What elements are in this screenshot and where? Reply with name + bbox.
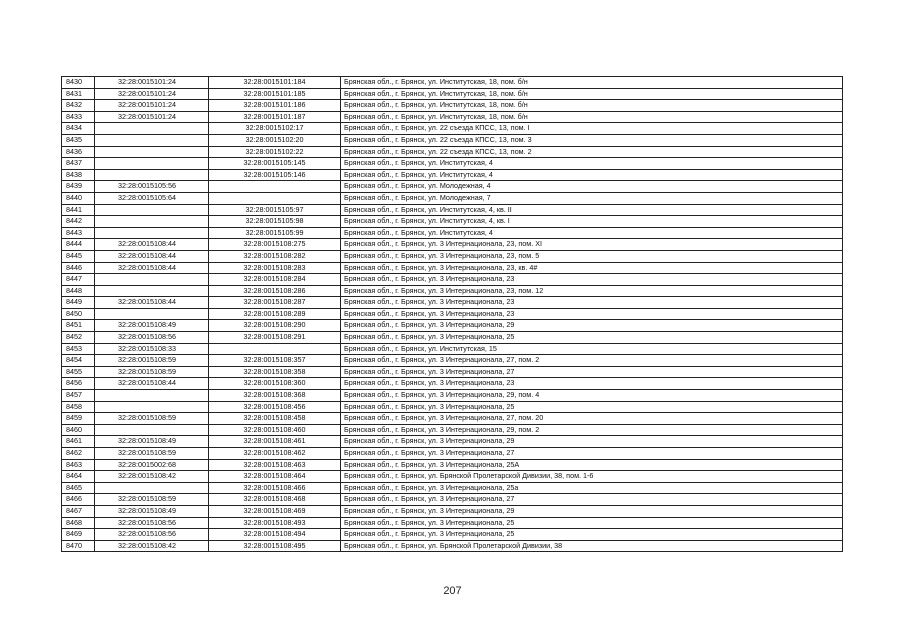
parcel-number-cell [95,146,209,158]
address-cell: Брянская обл., г. Брянск, ул. 3 Интернационала, 23 [341,297,843,309]
object-number-cell: 32:28:0015108:469 [209,505,341,517]
object-number-cell: 32:28:0015108:275 [209,239,341,251]
row-number-cell: 8452 [62,332,95,344]
table-row [62,111,843,123]
property-table-body [62,77,843,552]
address-cell: Брянская обл., г. Брянск, ул. 3 Интернационала, 29, пом. 4 [341,390,843,402]
row-number-cell: 8440 [62,192,95,204]
address-cell: Брянская обл., г. Брянск, ул. 3 Интернационала, 25 [341,401,843,413]
table-row [62,390,843,402]
address-cell: Брянская обл., г. Брянск, ул. 22 съезда КПСС, 13, пом. 3 [341,134,843,146]
table-row [62,308,843,320]
table-row [62,274,843,286]
address-cell: Брянская обл., г. Брянск, ул. Институтская, 18, пом. б/н [341,88,843,100]
row-number-cell: 8459 [62,413,95,425]
row-number-cell: 8460 [62,424,95,436]
parcel-number-cell: 32:28:0015108:56 [95,332,209,344]
parcel-number-cell: 32:28:0015108:59 [95,494,209,506]
address-cell: Брянская обл., г. Брянск, ул. 3 Интернационала, 27 [341,494,843,506]
parcel-number-cell: 32:28:0015108:44 [95,297,209,309]
object-number-cell: 32:28:0015108:282 [209,250,341,262]
parcel-number-cell [95,134,209,146]
parcel-number-cell: 32:28:0015108:59 [95,355,209,367]
parcel-number-cell: 32:28:0015108:59 [95,413,209,425]
object-number-cell: 32:28:0015108:456 [209,401,341,413]
address-cell: Брянская обл., г. Брянск, ул. 3 Интернационала, 23 [341,274,843,286]
table-row [62,239,843,251]
object-number-cell: 32:28:0015108:283 [209,262,341,274]
row-number-cell: 8433 [62,111,95,123]
row-number-cell: 8453 [62,343,95,355]
row-number-cell: 8445 [62,250,95,262]
object-number-cell: 32:28:0015101:185 [209,88,341,100]
table-row [62,169,843,181]
object-number-cell: 32:28:0015108:464 [209,471,341,483]
object-number-cell: 32:28:0015108:368 [209,390,341,402]
parcel-number-cell: 32:28:0015108:44 [95,239,209,251]
parcel-number-cell: 32:28:0015101:24 [95,77,209,89]
row-number-cell: 8443 [62,227,95,239]
row-number-cell: 8437 [62,158,95,170]
table-row [62,250,843,262]
table-row [62,505,843,517]
table-row [62,366,843,378]
table-row [62,181,843,193]
row-number-cell: 8454 [62,355,95,367]
address-cell: Брянская обл., г. Брянск, ул. Брянской Пролетарской Дивизии, 38 [341,540,843,552]
object-number-cell: 32:28:0015108:462 [209,448,341,460]
parcel-number-cell: 32:28:0015101:24 [95,111,209,123]
parcel-number-cell: 32:28:0015105:64 [95,192,209,204]
table-row [62,262,843,274]
object-number-cell: 32:28:0015102:20 [209,134,341,146]
row-number-cell: 8449 [62,297,95,309]
table-row [62,146,843,158]
row-number-cell: 8458 [62,401,95,413]
object-number-cell: 32:28:0015108:466 [209,482,341,494]
address-cell: Брянская обл., г. Брянск, ул. 3 Интернационала, 23, пом. 5 [341,250,843,262]
object-number-cell: 32:28:0015108:494 [209,529,341,541]
parcel-number-cell: 32:28:0015101:24 [95,100,209,112]
address-cell: Брянская обл., г. Брянск, ул. 3 Интернационала, 23 [341,308,843,320]
object-number-cell: 32:28:0015102:17 [209,123,341,135]
parcel-number-cell: 32:28:0015108:42 [95,540,209,552]
row-number-cell: 8435 [62,134,95,146]
parcel-number-cell [95,390,209,402]
object-number-cell: 32:28:0015101:184 [209,77,341,89]
address-cell: Брянская обл., г. Брянск, ул. Институтская, 18, пом. б/н [341,111,843,123]
address-cell: Брянская обл., г. Брянск, ул. 3 Интернационала, 29 [341,436,843,448]
object-number-cell: 32:28:0015108:286 [209,285,341,297]
address-cell: Брянская обл., г. Брянск, ул. 3 Интернационала, 29 [341,320,843,332]
address-cell: Брянская обл., г. Брянск, ул. 3 Интернационала, 25 [341,332,843,344]
address-cell: Брянская обл., г. Брянск, ул. Институтская, 4, кв. I [341,216,843,228]
table-row [62,517,843,529]
row-number-cell: 8464 [62,471,95,483]
parcel-number-cell: 32:28:0015108:56 [95,529,209,541]
address-cell: Брянская обл., г. Брянск, ул. 3 Интернационала, 25а [341,482,843,494]
object-number-cell: 32:28:0015108:290 [209,320,341,332]
parcel-number-cell: 32:28:0015108:49 [95,320,209,332]
address-cell: Брянская обл., г. Брянск, ул. 3 Интернационала, 23 [341,378,843,390]
table-row [62,77,843,89]
address-cell: Брянская обл., г. Брянск, ул. 3 Интернационала, 27, пом. 2 [341,355,843,367]
object-number-cell: 32:28:0015105:145 [209,158,341,170]
row-number-cell: 8444 [62,239,95,251]
parcel-number-cell: 32:28:0015108:49 [95,436,209,448]
table-row [62,343,843,355]
table-row [62,285,843,297]
parcel-number-cell [95,401,209,413]
row-number-cell: 8431 [62,88,95,100]
table-row [62,355,843,367]
parcel-number-cell [95,285,209,297]
address-cell: Брянская обл., г. Брянск, ул. 3 Интернационала, 29 [341,505,843,517]
row-number-cell: 8442 [62,216,95,228]
address-cell: Брянская обл., г. Брянск, ул. 3 Интернационала, 29, пом. 2 [341,424,843,436]
object-number-cell: 32:28:0015105:97 [209,204,341,216]
object-number-cell: 32:28:0015105:98 [209,216,341,228]
table-row [62,100,843,112]
row-number-cell: 8434 [62,123,95,135]
address-cell: Брянская обл., г. Брянск, ул. Молодежная, 4 [341,181,843,193]
parcel-number-cell [95,424,209,436]
object-number-cell [209,192,341,204]
object-number-cell: 32:28:0015101:187 [209,111,341,123]
row-number-cell: 8451 [62,320,95,332]
row-number-cell: 8462 [62,448,95,460]
parcel-number-cell: 32:28:0015108:49 [95,505,209,517]
row-number-cell: 8457 [62,390,95,402]
object-number-cell [209,181,341,193]
row-number-cell: 8469 [62,529,95,541]
row-number-cell: 8463 [62,459,95,471]
object-number-cell: 32:28:0015108:458 [209,413,341,425]
object-number-cell: 32:28:0015101:186 [209,100,341,112]
table-row [62,320,843,332]
row-number-cell: 8441 [62,204,95,216]
row-number-cell: 8467 [62,505,95,517]
row-number-cell: 8466 [62,494,95,506]
row-number-cell: 8470 [62,540,95,552]
address-cell: Брянская обл., г. Брянск, ул. 3 Интернационала, 25А [341,459,843,471]
address-cell: Брянская обл., г. Брянск, ул. 3 Интернационала, 23, пом. XI [341,239,843,251]
parcel-number-cell: 32:28:0015108:56 [95,517,209,529]
table-row [62,332,843,344]
parcel-number-cell [95,308,209,320]
parcel-number-cell: 32:28:0015108:33 [95,343,209,355]
address-cell: Брянская обл., г. Брянск, ул. 3 Интернационала, 23, пом. 12 [341,285,843,297]
row-number-cell: 8446 [62,262,95,274]
table-row [62,529,843,541]
table-row [62,227,843,239]
object-number-cell: 32:28:0015108:357 [209,355,341,367]
row-number-cell: 8436 [62,146,95,158]
row-number-cell: 8465 [62,482,95,494]
address-cell: Брянская обл., г. Брянск, ул. Брянской Пролетарской Дивизии, 38, пом. 1-6 [341,471,843,483]
address-cell: Брянская обл., г. Брянск, ул. 3 Интернационала, 25 [341,517,843,529]
row-number-cell: 8461 [62,436,95,448]
table-row [62,204,843,216]
table-row [62,459,843,471]
parcel-number-cell [95,123,209,135]
address-cell: Брянская обл., г. Брянск, ул. Институтская, 4, кв. II [341,204,843,216]
parcel-number-cell: 32:28:0015108:44 [95,378,209,390]
row-number-cell: 8468 [62,517,95,529]
table-row [62,158,843,170]
table-row [62,216,843,228]
row-number-cell: 8455 [62,366,95,378]
object-number-cell: 32:28:0015105:146 [209,169,341,181]
address-cell: Брянская обл., г. Брянск, ул. 22 съезда КПСС, 13, пом. I [341,123,843,135]
table-row [62,413,843,425]
table-row [62,401,843,413]
address-cell: Брянская обл., г. Брянск, ул. 3 Интернационала, 23, кв. 4# [341,262,843,274]
parcel-number-cell: 32:28:0015108:42 [95,471,209,483]
parcel-number-cell: 32:28:0015108:59 [95,448,209,460]
table-row [62,471,843,483]
address-cell: Брянская обл., г. Брянск, ул. Институтская, 4 [341,158,843,170]
table-row [62,482,843,494]
object-number-cell: 32:28:0015108:461 [209,436,341,448]
table-row [62,123,843,135]
row-number-cell: 8456 [62,378,95,390]
table-row [62,88,843,100]
object-number-cell: 32:28:0015108:493 [209,517,341,529]
parcel-number-cell [95,274,209,286]
parcel-number-cell [95,158,209,170]
address-cell: Брянская обл., г. Брянск, ул. Институтская, 18, пом. б/н [341,100,843,112]
parcel-number-cell: 32:28:0015108:44 [95,262,209,274]
object-number-cell: 32:28:0015108:468 [209,494,341,506]
row-number-cell: 8448 [62,285,95,297]
address-cell: Брянская обл., г. Брянск, ул. 3 Интернационала, 27 [341,448,843,460]
table-row [62,436,843,448]
address-cell: Брянская обл., г. Брянск, ул. 3 Интернационала, 25 [341,529,843,541]
parcel-number-cell [95,227,209,239]
parcel-number-cell [95,204,209,216]
address-cell: Брянская обл., г. Брянск, ул. Институтская, 15 [341,343,843,355]
row-number-cell: 8450 [62,308,95,320]
address-cell: Брянская обл., г. Брянск, ул. Институтская, 4 [341,169,843,181]
property-table [61,76,843,552]
address-cell: Брянская обл., г. Брянск, ул. 22 съезда КПСС, 13, пом. 2 [341,146,843,158]
parcel-number-cell [95,482,209,494]
object-number-cell [209,343,341,355]
object-number-cell: 32:28:0015102:22 [209,146,341,158]
object-number-cell: 32:28:0015108:289 [209,308,341,320]
row-number-cell: 8430 [62,77,95,89]
table-row [62,192,843,204]
row-number-cell: 8447 [62,274,95,286]
address-cell: Брянская обл., г. Брянск, ул. 3 Интернационала, 27 [341,366,843,378]
row-number-cell: 8432 [62,100,95,112]
parcel-number-cell: 32:28:0015108:44 [95,250,209,262]
table-row [62,448,843,460]
object-number-cell: 32:28:0015108:291 [209,332,341,344]
object-number-cell: 32:28:0015108:287 [209,297,341,309]
parcel-number-cell [95,169,209,181]
page-number: 207 [443,585,462,597]
row-number-cell: 8439 [62,181,95,193]
row-number-cell: 8438 [62,169,95,181]
address-cell: Брянская обл., г. Брянск, ул. Молодежная, 7 [341,192,843,204]
object-number-cell: 32:28:0015108:460 [209,424,341,436]
address-cell: Брянская обл., г. Брянск, ул. Институтская, 18, пом. б/н [341,77,843,89]
parcel-number-cell: 32:28:0015105:56 [95,181,209,193]
object-number-cell: 32:28:0015108:495 [209,540,341,552]
table-row [62,494,843,506]
object-number-cell: 32:28:0015108:360 [209,378,341,390]
address-cell: Брянская обл., г. Брянск, ул. Институтская, 4 [341,227,843,239]
parcel-number-cell: 32:28:0015002:68 [95,459,209,471]
object-number-cell: 32:28:0015108:358 [209,366,341,378]
table-row [62,424,843,436]
address-cell: Брянская обл., г. Брянск, ул. 3 Интернационала, 27, пом. 20 [341,413,843,425]
table-row [62,297,843,309]
table-row [62,378,843,390]
parcel-number-cell: 32:28:0015108:59 [95,366,209,378]
object-number-cell: 32:28:0015105:99 [209,227,341,239]
object-number-cell: 32:28:0015108:284 [209,274,341,286]
parcel-number-cell: 32:28:0015101:24 [95,88,209,100]
table-row [62,134,843,146]
object-number-cell: 32:28:0015108:463 [209,459,341,471]
table-row [62,540,843,552]
parcel-number-cell [95,216,209,228]
